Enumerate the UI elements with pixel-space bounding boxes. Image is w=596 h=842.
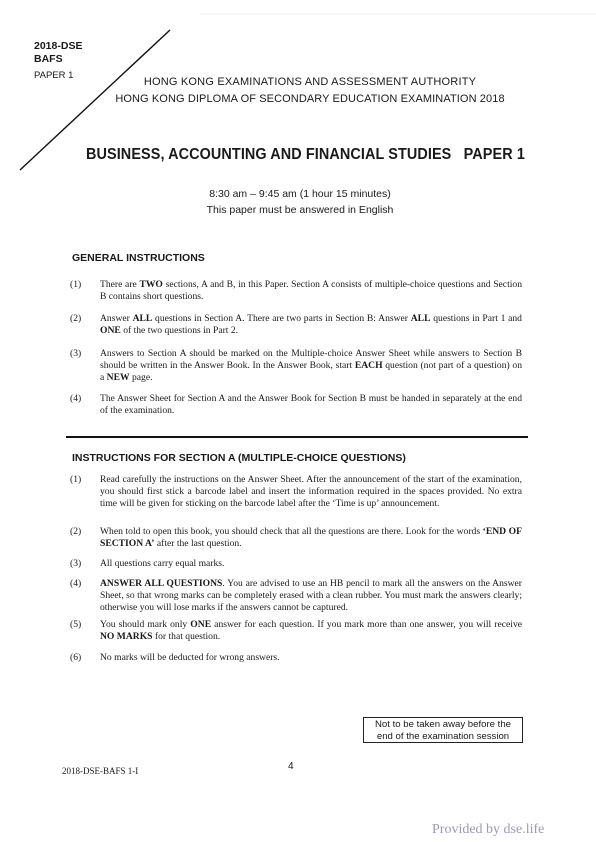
body-text: No marks will be deducted for wrong answers. (100, 652, 280, 663)
general-instructions-heading: GENERAL INSTRUCTIONS (72, 252, 205, 264)
language-note: This paper must be answered in English (206, 204, 394, 216)
body-text: The Answer Sheet for Section A and the Answer Book for Section B must be handed in separately at the end of the examination. (100, 393, 522, 416)
item-number: (2) (70, 313, 82, 324)
body-text: question (not part of a question) on a (100, 360, 522, 383)
body-text: of the two questions in Part 2. (120, 325, 239, 336)
body-text: questions in Section A. There are two parts in Section B: Answer (152, 313, 411, 324)
body-text: Answers to Section A should be marked on the Multiple-choice Answer Sheet while answers to Section B should be written in the Answer Book. In the Answer Book, start (100, 348, 522, 371)
authority-name: HONG KONG EXAMINATIONS AND ASSESSMENT AUTHORITY (143, 76, 477, 88)
emphasis-text: ALL (132, 313, 153, 324)
emphasis-text: ALL (410, 313, 431, 324)
notice-line: end of the examination session (376, 731, 510, 742)
body-text: questions in Part 1 and (430, 313, 522, 324)
emphasis-text: ‘END OF SECTION A’ (100, 526, 522, 549)
item-number: (1) (70, 279, 82, 290)
item-text (100, 474, 522, 510)
emphasis-text: ONE (190, 619, 212, 630)
item-text (100, 279, 522, 303)
emphasis-text: TWO (139, 279, 163, 290)
item-text (100, 348, 522, 384)
item-number: (4) (70, 578, 82, 589)
item-number: (5) (70, 619, 82, 630)
page-number: 4 (288, 761, 294, 772)
item-text (100, 578, 522, 614)
not-to-be-taken-away-notice (363, 717, 523, 743)
body-text: . You are advised to use an HB pencil to mark all the answers on the Answer Sheet, so that wrong marks can be completely erased with a clean rubber. You must mark the answers clearly; otherwise you will lose marks if the answers cannot be captured. (100, 578, 522, 613)
body-text: page. (129, 372, 153, 383)
paper-code-year: 2018-DSE (34, 40, 83, 52)
exam-time: 8:30 am – 9:45 am (1 hour 15 minutes) (209, 188, 391, 200)
body-text: When told to open this book, you should check that all the questions are there. Look for the words (100, 526, 483, 537)
paper-code-number: PAPER 1 (34, 70, 74, 81)
body-text: You should mark only (100, 619, 191, 630)
item-number: (3) (70, 348, 82, 359)
exam-name: HONG KONG DIPLOMA OF SECONDARY EDUCATION EXAMINATION 2018 (115, 93, 505, 105)
item-number: (3) (70, 558, 82, 569)
body-text: Answer (100, 313, 133, 324)
emphasis-text: NO MARKS (100, 631, 153, 642)
item-text (100, 393, 522, 417)
item-text (100, 558, 522, 570)
item-number: (6) (70, 652, 82, 663)
section-divider (66, 436, 528, 438)
item-text (100, 313, 522, 337)
paper-code-subject: BAFS (34, 53, 63, 65)
item-text (100, 526, 522, 550)
notice-line: Not to be taken away before the (375, 719, 511, 730)
watermark-text: Provided by dse.life (432, 822, 545, 837)
emphasis-text: ANSWER ALL QUESTIONS (100, 578, 223, 589)
item-number: (4) (70, 393, 82, 404)
emphasis-text: ONE (100, 325, 121, 336)
body-text: All questions carry equal marks. (100, 558, 225, 569)
emphasis-text: NEW (106, 372, 130, 383)
item-number: (2) (70, 526, 82, 537)
body-text: Read carefully the instructions on the Answer Sheet. After the announcement of the start of the examination, you should first stick a barcode label and insert the information required in the spaces provided. No extra time will be given for sticking on the barcode label after the ‘Time is up’ announcement. (100, 474, 522, 509)
section-a-heading: INSTRUCTIONS FOR SECTION A (MULTIPLE-CHOICE QUESTIONS) (72, 452, 406, 464)
footer-paper-code: 2018-DSE-BAFS 1-I (62, 766, 139, 776)
body-text: sections, A and B, in this Paper. Section A consists of multiple-choice questions and Section B contains short questions. (100, 279, 522, 302)
body-text: for that question. (152, 631, 221, 642)
paper-title: BUSINESS, ACCOUNTING AND FINANCIAL STUDIES PAPER 1 (86, 146, 525, 163)
emphasis-text: EACH (354, 360, 383, 371)
body-text: There are (100, 279, 140, 290)
item-text (100, 619, 522, 643)
body-text: answer for each question. If you mark more than one answer, you will receive (211, 619, 522, 630)
item-text (100, 652, 522, 664)
body-text: after the last question. (154, 538, 242, 549)
item-number: (1) (70, 474, 82, 485)
